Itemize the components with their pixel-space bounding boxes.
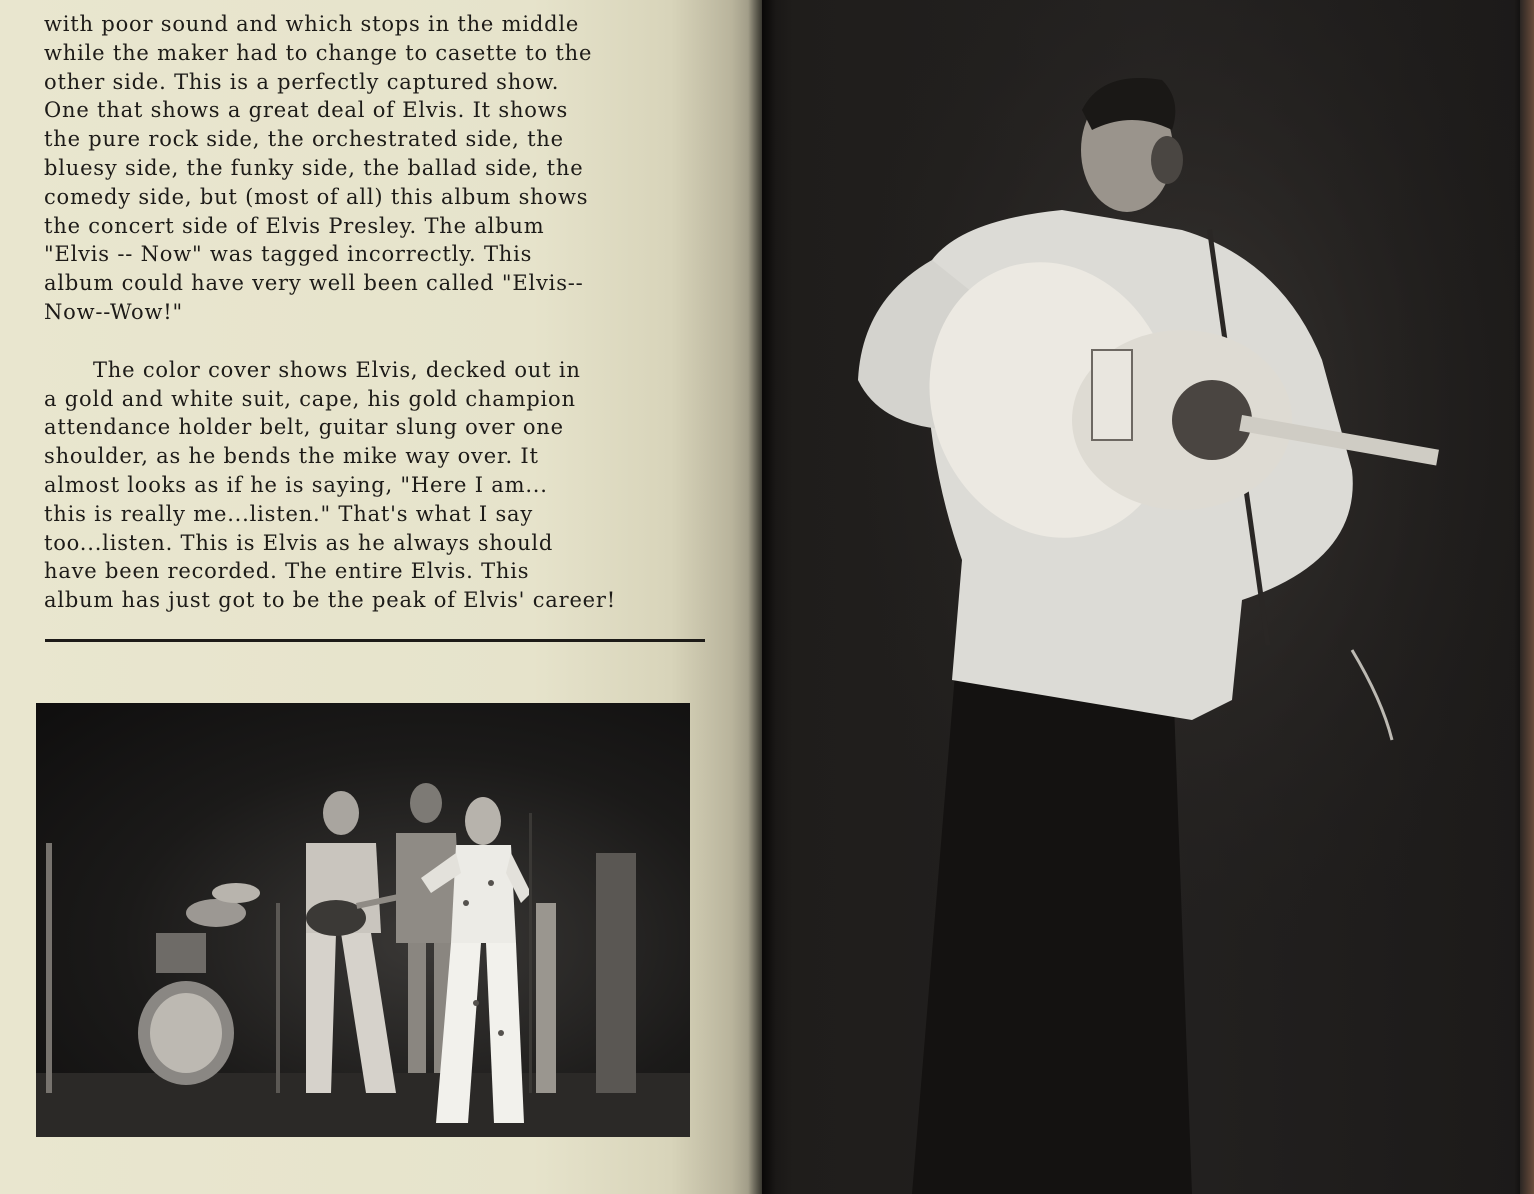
text-line: have been recorded. The entire Elvis. This — [44, 559, 530, 584]
text-line: album has just got to be the peak of Elvis' career! — [44, 588, 616, 613]
text-line: bluesy side, the funky side, the ballad side, the — [44, 155, 584, 180]
article-text — [44, 10, 684, 615]
text-line: the concert side of Elvis Presley. The album — [44, 213, 545, 238]
book-gutter — [748, 0, 776, 1194]
text-line: while the maker had to change to casette to the — [44, 40, 593, 65]
paragraph-gap — [44, 327, 684, 356]
text-line: the pure rock side, the orchestrated side, the — [44, 127, 564, 152]
book-edge — [1520, 0, 1534, 1194]
text-line: comedy side, but (most of all) this album shows — [44, 184, 589, 209]
left-page — [0, 0, 762, 1194]
paragraph-1 — [44, 10, 684, 327]
concert-stage-illustration — [36, 703, 690, 1137]
text-line: with poor sound and which stops in the middle — [44, 12, 580, 36]
text-line: attendance holder belt, guitar slung over one — [44, 415, 564, 440]
text-line: shoulder, as he bends the mike way over. It — [44, 444, 539, 469]
text-line: almost looks as if he is saying, "Here I am... — [44, 472, 548, 497]
horizontal-rule — [45, 639, 705, 642]
concert-stage-photo — [36, 703, 690, 1137]
text-line: this is really me...listen." That's what I say — [44, 501, 534, 526]
text-line: other side. This is a perfectly captured show. — [44, 69, 560, 94]
text-line: Now--Wow!" — [44, 299, 183, 324]
right-page — [762, 0, 1534, 1194]
text-line: a gold and white suit, cape, his gold champion — [44, 386, 576, 411]
paragraph-2 — [44, 356, 684, 615]
text-line: "Elvis -- Now" was tagged incorrectly. This — [44, 242, 533, 267]
text-line: One that shows a great deal of Elvis. It shows — [44, 98, 569, 123]
text-line: album could have very well been called "Elvis-- — [44, 271, 584, 296]
singer-with-guitar-photo — [762, 0, 1534, 1194]
text-line: The color cover shows Elvis, decked out in — [93, 357, 581, 382]
text-line: too...listen. This is Elvis as he always should — [44, 530, 554, 555]
